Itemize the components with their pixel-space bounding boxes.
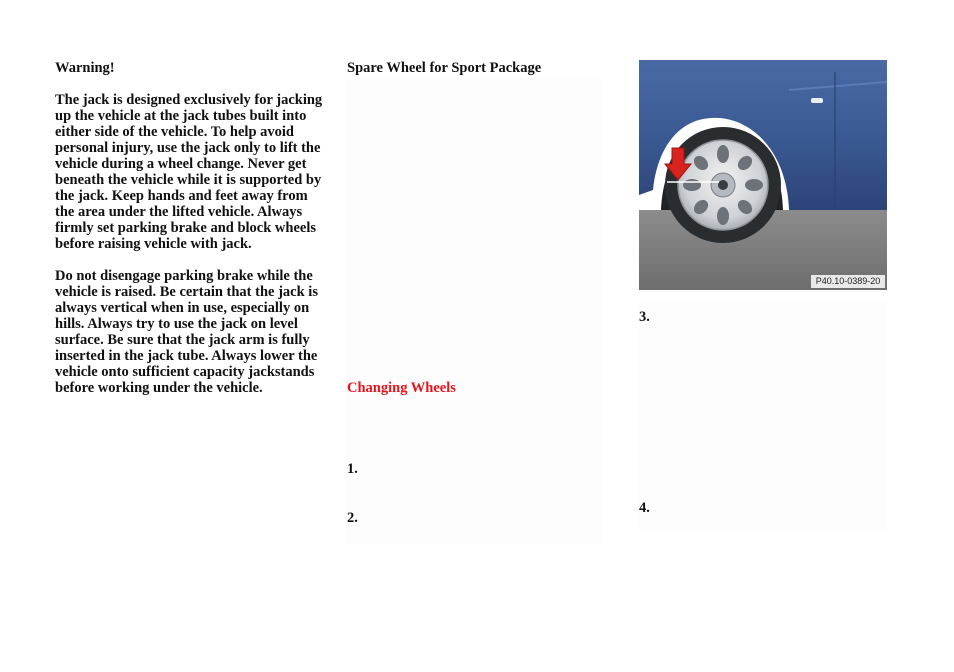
step-3-label: 3. <box>639 309 650 325</box>
warning-heading: Warning! <box>55 60 115 76</box>
warning-column <box>55 60 327 396</box>
middle-column-background <box>346 78 602 544</box>
photo-caption: P40.10-0389-20 <box>811 275 885 288</box>
wheel-jack-photo <box>639 60 887 290</box>
changing-wheels-title: Changing Wheels <box>347 380 456 396</box>
right-column-background <box>639 300 887 532</box>
warning-paragraph-2: Do not disengage parking brake while the vehicle is raised. Be certain that the jack is always vertical when in use, especially on hills. Always try to use the jack on level surface. Be sure that the jack arm is fully inserted in the jack tube. Always lower the vehicle onto sufficient capacity jackstands before working under the vehicle. <box>55 268 318 396</box>
warning-paragraph-1: The jack is designed exclusively for jacking up the vehicle at the jack tubes built into either side of the vehicle. To help avoid personal injury, use the jack only to lift the vehicle during a wheel change. Never get beneath the vehicle while it is supported by the jack. Keep hands and feet away from the area under the lifted vehicle. Always firmly set parking brake and block wheels before raising vehicle with jack. <box>55 92 323 252</box>
step-1-label: 1. <box>347 461 358 477</box>
spare-wheel-heading: Spare Wheel for Sport Package <box>347 60 542 76</box>
step-2-label: 2. <box>347 510 358 526</box>
step-4-label: 4. <box>639 500 650 516</box>
